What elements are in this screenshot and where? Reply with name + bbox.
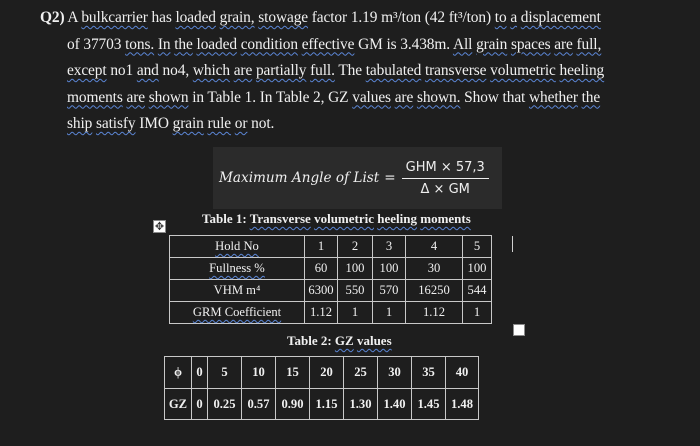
word: The <box>338 62 362 79</box>
word: effective <box>301 35 355 53</box>
word: in Table 1. In <box>192 88 273 106</box>
table-cell: 0.90 <box>276 389 310 420</box>
table-cell: 40 <box>446 357 479 389</box>
gz-header: GZ <box>165 389 192 420</box>
table-cell: 30 <box>378 357 412 389</box>
word: grain <box>172 115 204 132</box>
word: satisfy <box>96 115 136 132</box>
table-cell: 15 <box>276 357 310 389</box>
word: no1 <box>110 62 134 79</box>
table-cell: 544 <box>463 280 492 302</box>
word: are <box>554 35 573 53</box>
table-cell: 1.12 <box>305 302 338 324</box>
table-cell: 20 <box>310 357 344 389</box>
question-paragraph[interactable] <box>40 5 655 138</box>
word: the <box>174 35 193 53</box>
word: grain <box>476 35 508 53</box>
caption-word: volumetric <box>314 211 374 226</box>
table-cell: 1 <box>373 302 406 324</box>
caption-word: Transverse <box>249 211 311 226</box>
table-cell: 1.45 <box>412 389 446 420</box>
word: to <box>494 9 507 26</box>
word: no4, <box>162 62 190 79</box>
word: loaded <box>175 9 216 26</box>
caption-word: moments <box>420 211 471 226</box>
question-line-1 <box>40 5 655 32</box>
word: a <box>510 9 518 26</box>
word: ship <box>67 115 93 132</box>
formula-numerator: GHM × 57,3 <box>402 160 489 179</box>
table-cell: 1.12 <box>406 302 463 324</box>
word: factor <box>311 9 348 26</box>
table-cell: 1 <box>338 302 373 324</box>
word: are <box>126 88 145 106</box>
phi-header: ϕ <box>165 357 192 389</box>
word: stowage <box>258 9 309 26</box>
word: the <box>581 88 601 106</box>
caption-prefix: Table 2: <box>287 333 332 348</box>
word: transverse <box>424 62 487 79</box>
word: full. <box>310 62 335 79</box>
word: and <box>136 62 159 79</box>
table-cell: 3 <box>373 236 406 258</box>
word: Show that <box>464 88 526 106</box>
word: volumetric <box>490 62 556 79</box>
table-cell: 6300 <box>305 280 338 302</box>
word: (42 ft³/ton) <box>424 9 492 26</box>
table-cell: 1.48 <box>446 389 479 420</box>
table-cell: 1 <box>463 302 492 324</box>
word: which <box>192 62 230 79</box>
table-cell: 4 <box>406 236 463 258</box>
table-cell: 0.57 <box>242 389 276 420</box>
word: rule <box>207 115 232 132</box>
word: condition <box>240 35 298 53</box>
word: partially <box>255 62 307 79</box>
word: or <box>234 115 248 132</box>
formula-denominator: Δ × GM <box>420 181 470 197</box>
equation-box[interactable] <box>213 147 502 209</box>
cell-text: GRM Coefficient <box>192 305 282 319</box>
table-row <box>170 280 492 302</box>
word: are <box>394 88 414 106</box>
word: are <box>233 62 253 79</box>
table-cell: 1 <box>305 236 338 258</box>
word: full, <box>576 35 602 53</box>
table1-heeling-moments <box>169 235 492 324</box>
word: heeling <box>559 62 605 79</box>
table-cell: 60 <box>305 258 338 280</box>
word: 1.19 m³/ton <box>350 9 422 26</box>
table-cell: 1.15 <box>310 389 344 420</box>
table-cell: 1.40 <box>378 389 412 420</box>
word: displacement <box>520 9 601 26</box>
table-row-gz <box>165 389 479 420</box>
word: GM is 3.438m. <box>358 35 451 53</box>
table-cell: 0 <box>192 389 208 420</box>
word: Table 2, GZ <box>275 88 349 106</box>
table-cell: 35 <box>412 357 446 389</box>
word: A <box>67 9 78 26</box>
table-cell: 25 <box>344 357 378 389</box>
table-row <box>170 236 492 258</box>
table-cell: 0 <box>192 357 208 389</box>
row-end-marker <box>512 236 513 252</box>
table-cell: 100 <box>463 258 492 280</box>
caption-word: GZ <box>334 333 354 348</box>
table-move-icon[interactable]: ✥ <box>154 220 165 233</box>
word: of 37703 <box>67 35 122 53</box>
table1-caption <box>202 211 471 227</box>
formula-lhs: Maximum Angle of List <box>219 170 380 186</box>
word: IMO <box>139 115 169 132</box>
table-cell: 100 <box>338 258 373 280</box>
word: whether <box>528 88 578 106</box>
question-line-2 <box>40 32 655 59</box>
row-label <box>170 258 305 280</box>
table-row-phi <box>165 357 479 389</box>
word: In <box>157 35 171 53</box>
caption-word: values <box>356 333 392 348</box>
row-label: VHM m⁴ <box>170 280 305 302</box>
word: shown. <box>416 88 461 106</box>
word: All <box>452 35 473 53</box>
table2-gz-values <box>164 356 479 420</box>
formula-fraction <box>402 160 489 197</box>
cell-text: Fullness % <box>209 261 265 275</box>
question-number: Q2) <box>40 9 65 26</box>
word: spaces <box>510 35 551 53</box>
table-cell: 16250 <box>406 280 463 302</box>
table-cell: 5 <box>208 357 242 389</box>
word: values <box>352 88 391 106</box>
question-line-3 <box>40 58 655 85</box>
word: loaded <box>196 35 237 53</box>
row-label <box>170 236 305 258</box>
caption-word: heeling <box>377 211 417 226</box>
table2-caption <box>287 333 392 349</box>
list-angle-formula <box>219 147 489 209</box>
word: not. <box>251 115 275 132</box>
word: except <box>67 62 107 79</box>
word: tons. <box>125 35 155 53</box>
question-line-4 <box>40 85 655 112</box>
formula-equals: = <box>384 170 396 186</box>
table-cell: 100 <box>373 258 406 280</box>
table-cell: 5 <box>463 236 492 258</box>
table-cell: 0.25 <box>208 389 242 420</box>
caption-prefix: Table 1: <box>202 211 247 226</box>
table-resize-icon[interactable] <box>513 324 525 336</box>
table-cell: 30 <box>406 258 463 280</box>
cell-text: Hold No <box>215 239 259 253</box>
word: tabulated <box>365 62 422 79</box>
table-cell: 570 <box>373 280 406 302</box>
word: bulkcarrier <box>81 9 148 26</box>
table-cell: 10 <box>242 357 276 389</box>
word: shown <box>148 88 189 106</box>
word: grain, <box>219 9 255 26</box>
word: moments <box>67 88 123 106</box>
table-cell: 550 <box>338 280 373 302</box>
table-cell: 2 <box>338 236 373 258</box>
table-row <box>170 258 492 280</box>
row-label <box>170 302 305 324</box>
table-cell: 1.30 <box>344 389 378 420</box>
question-line-5 <box>40 111 655 138</box>
word: has <box>151 9 172 26</box>
table-row <box>170 302 492 324</box>
